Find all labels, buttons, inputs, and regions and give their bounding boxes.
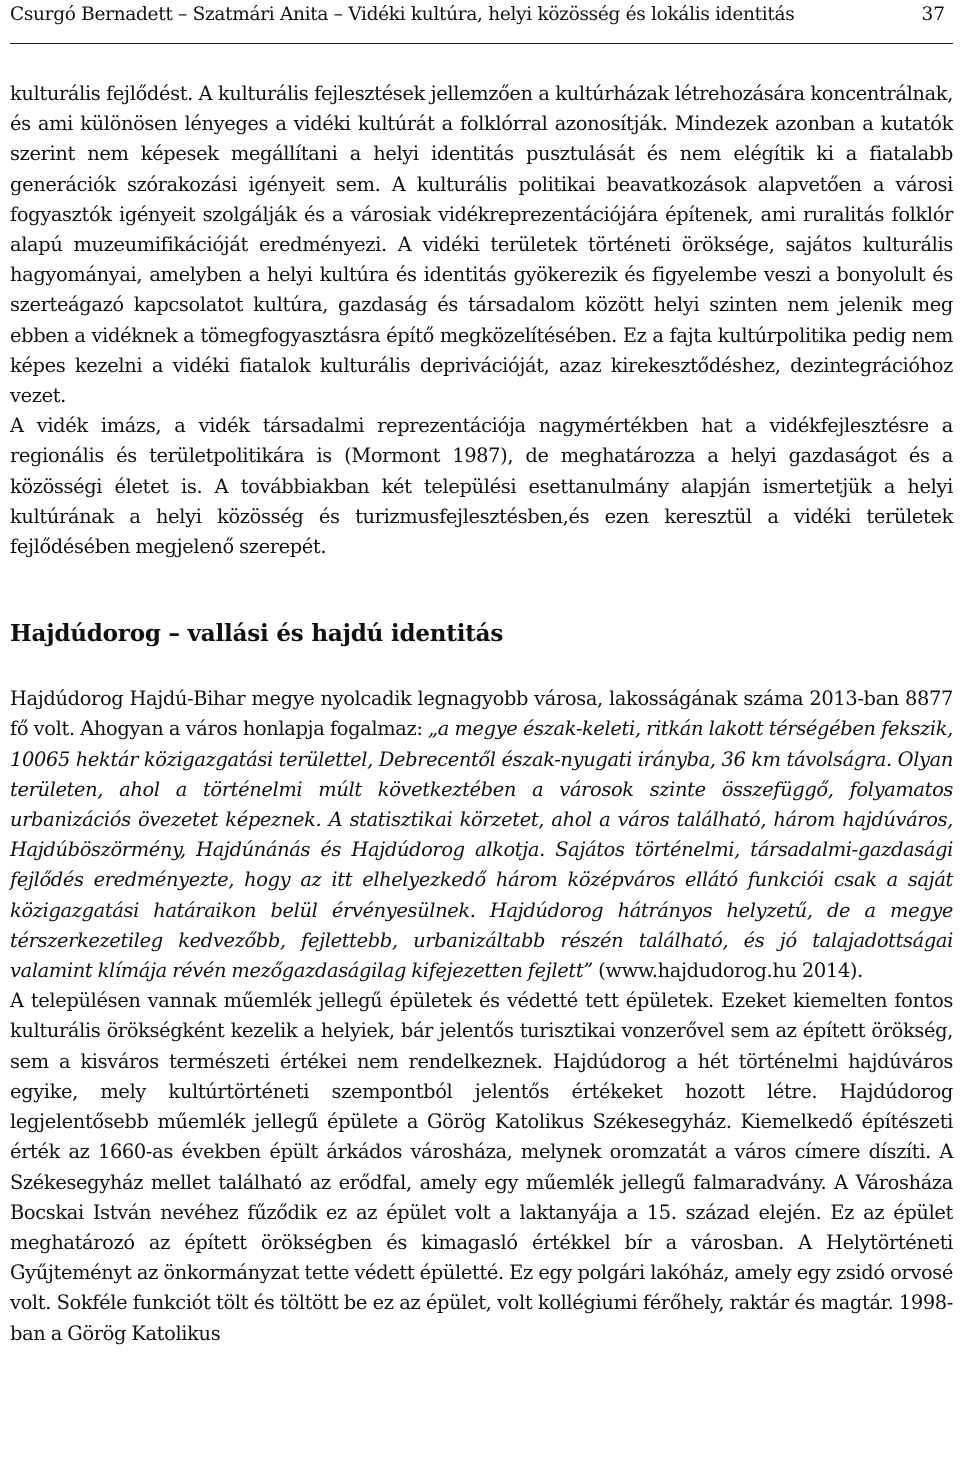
citation-text: (www.hajdudorog.hu 2014). — [592, 959, 863, 983]
quoted-text: „a megye észak-keleti, ritkán lakott térségében fekszik, 10065 hektár közigazgatási területtel, Debrecentől észak-nyugati irányba, 36 km távolságra. Olyan területen, ahol a történelmi múlt következtében a városok szinte összefüggő, folyamatos urbanizációs övezetet képeznek. A statisztikai körzetet, ahol a város található, három hajdúváros, Hajdúböszörmény, Hajdúnánás és Hajdúdorog alkotja. Sajátos történelmi, társadalmi-gazdasági fejlődés eredményezte, hogy az itt elhelyezkedő három középváros ellátó funkciói csak a saját közigazgatási határaikon belül érvényesülnek. Hajdúdorog hátrányos helyzetű, de a megye térszerkezetileg kedvezőbb, fejlettebb, urbanizáltabb részén található, és jó talajadottságai valamint klímája révén mezőgazdaságilag kifejezetten fejlett” — [10, 717, 953, 983]
paragraph-heritage-buildings: A településen vannak műemlék jellegű épületek és védetté tett épületek. Ezeket kiemelten fontos kulturális örökségként kezelik a helyiek, bár jelentős turisztikai vonzerővel sem az épített örökség, sem a kisváros természeti értékei nem rendelkeznek. Hajdúdorog a hét történelmi hajdúváros egyike, mely kultúrtörténeti szempontból jelentős értékeket hozott létre. Hajdúdorog legjelentősebb műemlék jellegű épülete a Görög Katolikus Székesegyház. Kiemelkedő építészeti érték az 1660-as években épült árkádos városháza, melynek oromzatát a város címere díszíti. A Székesegyház mellet található az erődfal, amely egy műemlék jellegű falmaradvány. A Városháza Bocskai István nevéhez fűződik ez az épület volt a laktanyája a 15. század elején. Ez az épület meghatározó az épített örökségben és kimagasló értékkel bír a városban. A Helytörténeti Gyűjteményt az önkormányzat tette védett épületté. Ez egy polgári lakóház, amely egy zsidó orvosé volt. Sokféle funkciót tölt és töltött be ez az épület, volt kollégiumi férőhely, raktár és magtár. 1998-ban a Görög Katolikus — [10, 989, 953, 1345]
section-heading: Hajdúdorog – vallási és hajdú identitás — [10, 620, 504, 648]
page-number: 37 — [921, 4, 945, 25]
running-title: Csurgó Bernadett – Szatmári Anita – Vidéki kultúra, helyi közösség és lokális identitás — [10, 4, 795, 25]
paragraph-rural-image: A vidék imázs, a vidék társadalmi reprezentációja nagymértékben hat a vidékfejlesztésre a regionális és területpolitikára is (Mormont 1987), de meghatározza a helyi gazdaságot és a közösségi életet is. A továbbiakban két települési esettanulmány alapján ismertetjük a helyi kultúrának a helyi közösség és turizmusfejlesztésben,és ezen keresztül a vidéki területek fejlődésében megjelenő szerepét. — [10, 414, 953, 559]
intro-text: Hajdúdorog Hajdú-Bihar megye nyolcadik legnagyobb városa, lakosságának száma 2013-ban 8877 fő volt. Ahogyan a város honlapja fogalmaz: — [10, 687, 953, 741]
paragraph-hajdudorog-intro — [10, 684, 953, 986]
paragraph-rural-culture-policy: kulturális fejlődést. A kulturális fejlesztések jellemzően a kultúrházak létrehozására koncentrálnak, és ami különösen lényeges a vidéki kultúrát a folklórral azonosítják. Mindezek azonban a kutatók szerint nem képesek megállítani a helyi identitás pusztulását és nem elégítik ki a fiatalabb generációk szórakozási igényeit sem. A kulturális politikai beavatkozások alapvetően a városi fogyasztók igényeit szolgálják és a városiak vidékreprezentációjára építenek, ami ruralitás folklór alapú muzeumifikációját eredményezi. A vidéki területek történeti öröksége, sajátos kulturális hagyományai, amelyben a helyi kultúra és identitás gyökerezik és figyelembe veszi a bonyolult és szerteágazó kapcsolatot kultúra, gazdaság és társadalom között helyi szinten nem jelenik meg ebben a vidéknek a tömegfogyasztásra építő megközelítésében. Ez a fajta kultúrpolitika pedig nem képes kezelni a vidéki fiatalok kulturális deprivációját, azaz kirekesztődéshez, dezintegrációhoz vezet. — [10, 82, 953, 408]
running-header — [10, 0, 953, 44]
document-page — [10, 0, 953, 1349]
